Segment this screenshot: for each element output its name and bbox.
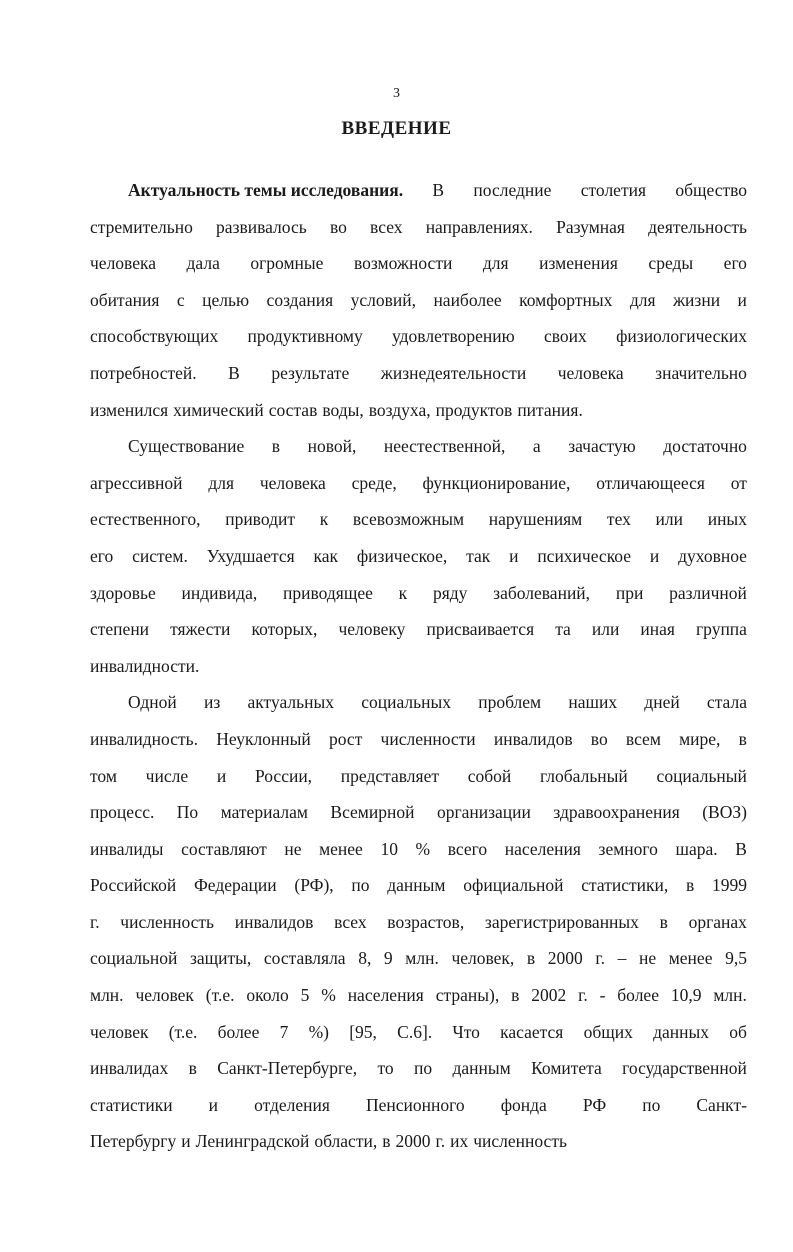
word: г. (578, 985, 588, 1006)
word: млн. (90, 985, 124, 1006)
word: Существование (128, 436, 245, 457)
text-line (90, 721, 747, 758)
word: для (208, 472, 235, 493)
word: достаточно (663, 436, 747, 457)
word: условий, (350, 289, 416, 310)
text-line (90, 172, 747, 209)
word: во (329, 216, 347, 237)
word: неестественной, (383, 436, 506, 457)
text-line (90, 940, 747, 977)
word: отличающееся (596, 472, 705, 493)
text-line (90, 977, 747, 1014)
word: данных (653, 1021, 709, 1042)
word: менее (668, 948, 713, 969)
word: фонда (500, 1094, 547, 1115)
word: По (176, 802, 199, 823)
word: изменения (539, 253, 618, 274)
word: шара. (675, 838, 718, 859)
word: 2002 (531, 985, 567, 1006)
word: и (181, 1131, 191, 1152)
word: инвалидов (234, 911, 314, 932)
word: населения (347, 985, 424, 1006)
word: численности (380, 728, 476, 749)
word: Разумная (556, 216, 625, 237)
word: Комитета (531, 1058, 602, 1079)
word: та (555, 619, 571, 640)
text-line (90, 209, 747, 246)
word: всего (447, 838, 488, 859)
word: данным (452, 1058, 511, 1079)
word: естественного, (90, 509, 201, 530)
word: физическое, (356, 545, 448, 566)
word: представляет (340, 765, 439, 786)
word: наших (568, 692, 618, 713)
text-line (90, 282, 747, 319)
word: Санкт- (696, 1094, 747, 1115)
word: социальной (90, 948, 178, 969)
word: человек (135, 985, 194, 1006)
word: из (204, 692, 221, 713)
word: процесс. (90, 802, 155, 823)
word: составляла (263, 948, 346, 969)
word: Пенсионного (366, 1094, 465, 1115)
word: В (432, 180, 445, 200)
word: в (659, 911, 668, 932)
word: обитания (90, 289, 160, 310)
text-line (90, 648, 747, 685)
word: Петербургу (90, 1131, 177, 1152)
word: то (377, 1058, 394, 1079)
word: новой, (307, 436, 357, 457)
word: статистики (90, 1094, 173, 1115)
word: возрастов, (387, 911, 465, 932)
word: человека (259, 472, 326, 493)
word: воды, (322, 399, 364, 420)
word: данным (387, 875, 446, 896)
word: во (590, 728, 608, 749)
word: человека (557, 362, 624, 383)
word: Федерации (193, 875, 277, 896)
word: (т.е. (168, 1021, 198, 1042)
word: России, (254, 765, 313, 786)
word: 7 (279, 1021, 289, 1042)
word: различной (669, 582, 747, 603)
word: создания (266, 289, 334, 310)
word: продуктивному (247, 326, 363, 347)
text-line (90, 831, 747, 868)
word: более (217, 1021, 260, 1042)
word: (РФ), (294, 875, 334, 896)
word: или (655, 509, 684, 530)
word: деятельность (648, 216, 747, 237)
body-text (90, 172, 747, 1160)
word: социальный (656, 765, 747, 786)
word: человек, (451, 948, 515, 969)
word: наиболее (433, 289, 502, 310)
word: систем. (132, 545, 188, 566)
word: стала (706, 692, 747, 713)
word: к (398, 582, 408, 603)
word: числе (145, 765, 189, 786)
word: по (351, 875, 370, 896)
word: состав (268, 399, 318, 420)
word: около (246, 985, 289, 1006)
word: млн. (405, 948, 439, 969)
word: актуальных (247, 692, 334, 713)
word: жизнедеятельности (380, 362, 527, 383)
word: инвалидности. (90, 655, 200, 676)
word: численность (473, 1131, 567, 1152)
word: зачастую (568, 436, 636, 457)
word: инвалидов (493, 728, 573, 749)
word: тех (606, 509, 631, 530)
word: среды (648, 253, 694, 274)
word: или (591, 619, 620, 640)
text-line (90, 904, 747, 941)
word: всех (334, 911, 367, 932)
word: их (450, 1131, 469, 1152)
word: в (738, 728, 747, 749)
word: инвалидность. (90, 728, 199, 749)
word: стремительно (90, 216, 193, 237)
text-line (90, 1014, 747, 1051)
word: здоровье (90, 582, 156, 603)
word: здравоохранения (553, 802, 680, 823)
word: человек (90, 1021, 149, 1042)
word: инвалиды (90, 838, 164, 859)
word: от (730, 472, 747, 493)
text-line (90, 867, 747, 904)
word: результате (271, 362, 350, 383)
word: по (642, 1094, 661, 1115)
word: группа (696, 619, 747, 640)
text-line (90, 611, 747, 648)
text-line (90, 318, 747, 355)
word: – (617, 948, 627, 969)
word: Ленинградской (195, 1131, 310, 1152)
word: населения (504, 838, 581, 859)
word: к (319, 509, 329, 530)
word: человеку (338, 619, 406, 640)
word: 2000 (547, 948, 583, 969)
word: химический (173, 399, 264, 420)
word: как (313, 545, 338, 566)
word: и (649, 545, 660, 566)
word: более (617, 985, 659, 1006)
word: при (615, 582, 644, 603)
word: в (686, 875, 695, 896)
word: его (723, 253, 747, 274)
word: и (737, 289, 747, 310)
paragraph (90, 684, 747, 1160)
word: материалам (220, 802, 308, 823)
word: инвалидах (90, 1058, 169, 1079)
word: присваивается (426, 619, 535, 640)
text-line (90, 355, 747, 392)
word: статистики, (581, 875, 669, 896)
word: [95, (349, 1021, 377, 1042)
word: человека (90, 253, 156, 274)
word: своих (544, 326, 587, 347)
word: не (638, 948, 657, 969)
word: и (509, 545, 519, 566)
word: функционирование, (422, 472, 571, 493)
text-line (90, 794, 747, 831)
word: менее (319, 838, 363, 859)
text-line (90, 758, 747, 795)
word: Неуклонный (216, 728, 311, 749)
word: психическое (537, 545, 632, 566)
page-number: 3 (393, 86, 400, 101)
word: 10 (380, 838, 398, 859)
text-line (90, 465, 747, 502)
word: (ВОЗ) (702, 802, 747, 823)
word: социальных (361, 692, 451, 713)
word: (т.е. (205, 985, 235, 1006)
word: С.6]. (397, 1021, 433, 1042)
word: по (414, 1058, 433, 1079)
word: численность (120, 911, 215, 932)
word: столетия (580, 180, 647, 200)
word: области, (314, 1131, 378, 1152)
word: иная (640, 619, 675, 640)
word: в (188, 1058, 197, 1079)
word: 9,5 (725, 948, 747, 969)
word: органах (688, 911, 747, 932)
word: 5 (300, 985, 310, 1006)
word: общество (675, 180, 747, 200)
word: с (176, 289, 185, 310)
word: общих (583, 1021, 633, 1042)
word: агрессивной (90, 472, 183, 493)
word: дала (186, 253, 220, 274)
word: Российской (90, 875, 177, 896)
word: не (284, 838, 302, 859)
word: защиты, (189, 948, 252, 969)
word: степени (90, 619, 150, 640)
word: Одной (128, 692, 177, 713)
word: нарушениям (488, 509, 583, 530)
word: страны), (435, 985, 500, 1006)
word: способствующих (90, 326, 219, 347)
word: составляют (181, 838, 267, 859)
word: приводит (225, 509, 295, 530)
word: млн. (713, 985, 747, 1006)
word: дней (644, 692, 680, 713)
page-title: ВВЕДЕНИЕ (341, 118, 452, 139)
word: мире, (679, 728, 721, 749)
word: РФ (582, 1094, 607, 1115)
text-line (90, 392, 747, 429)
word: отделения (254, 1094, 330, 1115)
word: 2000 (395, 1131, 431, 1152)
word: - (599, 985, 606, 1006)
word: индивида, (181, 582, 258, 603)
word: % (321, 985, 336, 1006)
word: для (482, 253, 509, 274)
word: 10,9 (670, 985, 702, 1006)
text-line (90, 501, 747, 538)
paragraph (90, 428, 747, 684)
word: последние (473, 180, 552, 200)
word: г. (435, 1131, 446, 1152)
word: в (526, 948, 536, 969)
word: Ухудшается (206, 545, 295, 566)
word: проблем (478, 692, 542, 713)
word: продуктов (435, 399, 513, 420)
word: всевозможным (352, 509, 465, 530)
word: в (511, 985, 520, 1006)
word: и (208, 1094, 219, 1115)
word: организации (436, 802, 531, 823)
text-line (90, 245, 747, 282)
word: физиологических (616, 326, 747, 347)
word: рост (328, 728, 363, 749)
word: иных (707, 509, 747, 530)
text-line (90, 684, 747, 721)
word: том (90, 765, 117, 786)
word: значительно (655, 362, 747, 383)
word: 8, (358, 948, 372, 969)
text-line (90, 575, 747, 612)
word: тяжести (170, 619, 231, 640)
word: 1999 (712, 875, 747, 896)
word: В (228, 362, 240, 383)
word: приводящее (283, 582, 373, 603)
word: г. (90, 911, 100, 932)
word: так (466, 545, 491, 566)
word: потребностей. (90, 362, 197, 383)
word: и (216, 765, 227, 786)
word: касается (500, 1021, 564, 1042)
word: его (90, 545, 114, 566)
word: ряду (432, 582, 468, 603)
text-line (90, 428, 747, 465)
word: об (729, 1021, 747, 1042)
word: в (382, 1131, 391, 1152)
bold-lead: Актуальность темы исследования. (128, 180, 404, 200)
word: собой (467, 765, 512, 786)
word: изменился (90, 399, 169, 420)
word: возможности (353, 253, 453, 274)
word: направлениях. (425, 216, 533, 237)
word: Что (452, 1021, 480, 1042)
word: которых, (251, 619, 318, 640)
word: для (629, 289, 656, 310)
word: % (415, 838, 431, 859)
word: духовное (678, 545, 747, 566)
word: глобальный (540, 765, 628, 786)
word: в (271, 436, 281, 457)
word: воздуха, (368, 399, 431, 420)
text-line (90, 1050, 747, 1087)
word: зарегистрированных (484, 911, 639, 932)
word: Всемирной (330, 802, 415, 823)
word: г. (595, 948, 605, 969)
word: Санкт-Петербурге, (217, 1058, 358, 1079)
word: %) (308, 1021, 329, 1042)
word: 9 (383, 948, 393, 969)
word: жизни (672, 289, 721, 310)
paragraph (90, 172, 747, 428)
word: комфортных (519, 289, 613, 310)
word: всех (370, 216, 403, 237)
word: земного (598, 838, 658, 859)
word: целью (202, 289, 250, 310)
word: огромные (250, 253, 324, 274)
word: развивалось (216, 216, 307, 237)
text-line (90, 538, 747, 575)
word: заболеваний, (493, 582, 591, 603)
word: среде, (351, 472, 397, 493)
word: удовлетворению (392, 326, 515, 347)
word: официальной (463, 875, 564, 896)
text-line (90, 1123, 747, 1160)
word: государственной (622, 1058, 747, 1079)
word: а (532, 436, 541, 457)
text-line (90, 1087, 747, 1124)
word: питания. (517, 399, 583, 420)
word: всем (625, 728, 661, 749)
word: В (735, 838, 747, 859)
